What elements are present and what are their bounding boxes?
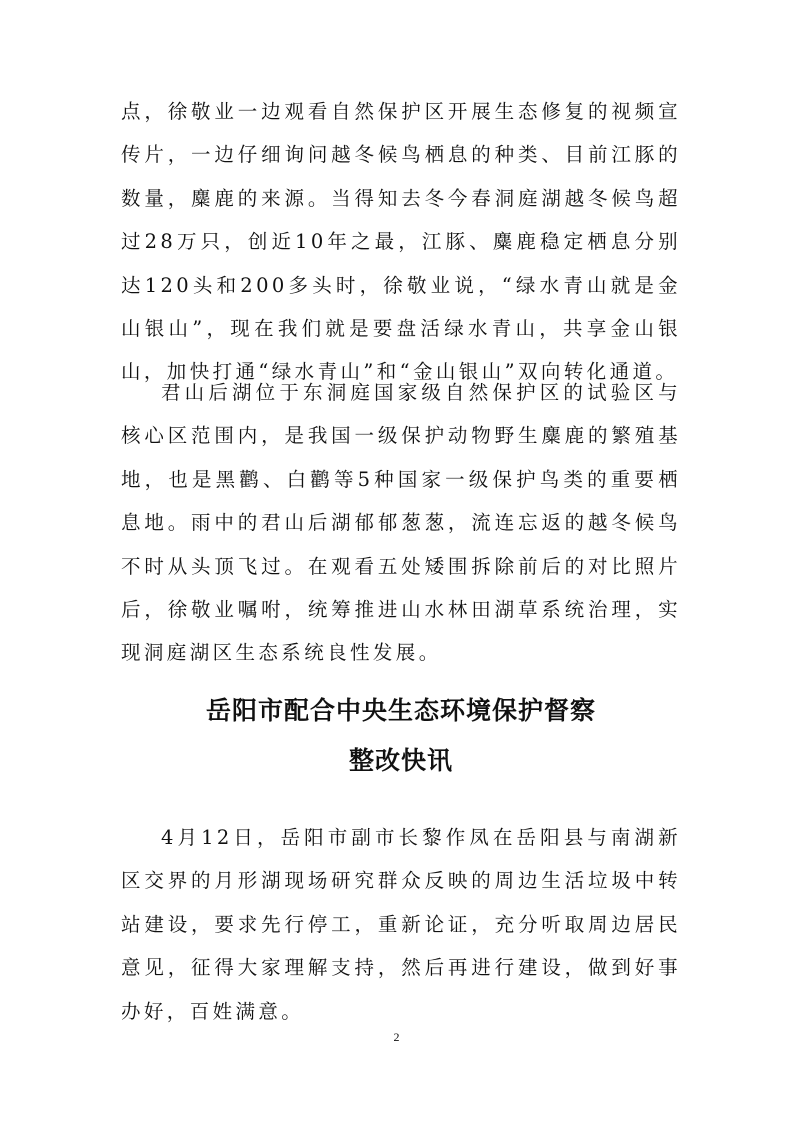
page-number: 2 [393,1030,400,1044]
section-title-line-1: 岳阳市配合中央生态环境保护督察 [205,696,596,725]
body-paragraph-junshan-houhu: 君山后湖位于东洞庭国家级自然保护区的试验区与核心区范围内，是我国一级保护动物野生麋鹿的繁殖基地，也是黑鹳、白鹳等5种国家一级保护鸟类的重要栖息地。雨中的君山后湖郁郁葱葱，流连忘返的越冬候鸟不时从头顶飞过。在观看五处矮围拆除前后的对比照片后，徐敬业嘱咐，统筹推进山水林田湖草系统治理，实现洞庭湖区生态系统良性发展。 [121,381,681,665]
body-paragraph-ecology-restoration: 点，徐敬业一边观看自然保护区开展生态修复的视频宣传片，一边仔细询问越冬候鸟栖息的种类、目前江豚的数量，麋鹿的来源。当得知去冬今春洞庭湖越冬候鸟超过28万只，创近10年之最，江豚、麋鹿稳定栖息分别达120头和200多头时，徐敬业说，“绿水青山就是金山银山”，现在我们就是要盘活绿水青山，共享金山银山，加快打通“绿水青山”和“金山银山”双向转化通道。 [121,100,681,384]
section-title [121,686,681,786]
section-title-line-2: 整改快讯 [348,746,453,775]
body-paragraph-rectification-news: 4月12日，岳阳市副市长黎作凤在岳阳县与南湖新区交界的月形湖现场研究群众反映的周边生活垃圾中转站建设，要求先行停工，重新论证，充分听取周边居民意见，征得大家理解支持，然后再进行建设，做到好事办好，百姓满意。 [121,826,681,1023]
